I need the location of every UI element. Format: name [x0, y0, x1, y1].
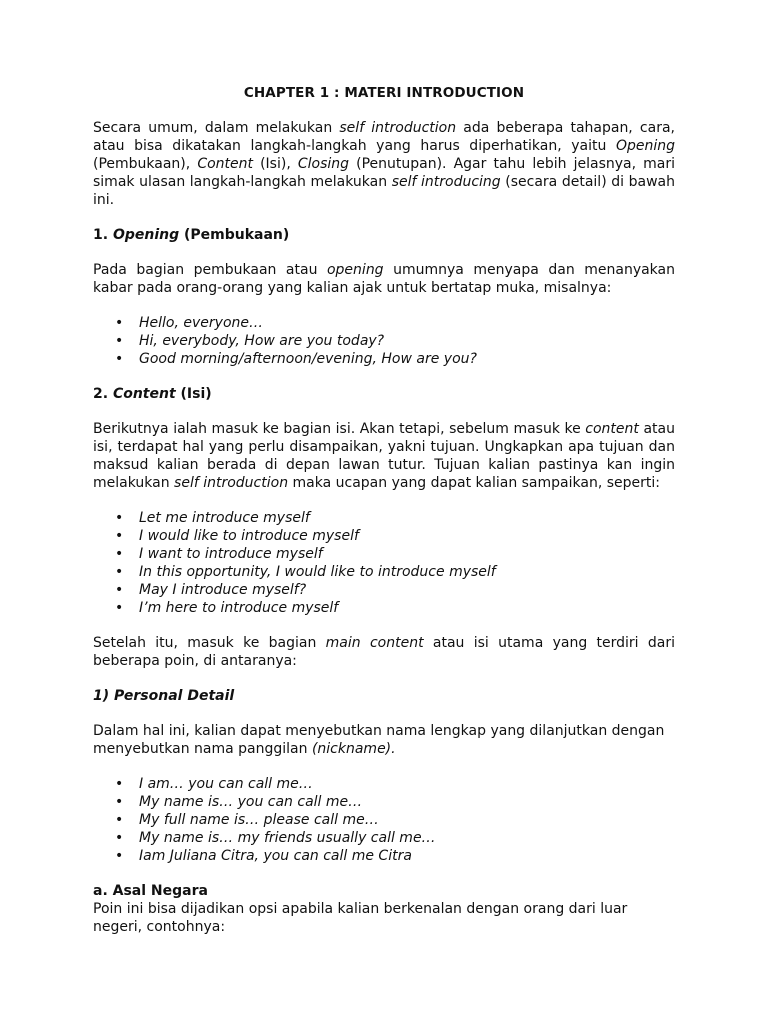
list-item: • My name is… my friends usually call me…	[93, 829, 675, 847]
content-paragraph: Berikutnya ialah masuk ke bagian isi. Akan tetapi, sebelum masuk ke content atau isi, terdapat hal yang perlu disampaikan, yakni tujuan. Ungkapkan apa tujuan dan maksud kalian berada di depan lawan tutur. Tujuan kalian pastinya kan ingin melakukan self introduction maka ucapan yang dapat kalian sampaikan, seperti:	[93, 421, 675, 491]
content-list	[93, 509, 675, 617]
subsection-heading-asal-negara: a. Asal Negara	[93, 883, 208, 899]
document-body	[93, 84, 675, 936]
main-content-paragraph: Setelah itu, masuk ke bagian main content atau isi utama yang terdiri dari beberapa poin, di antaranya:	[93, 635, 675, 669]
subsection-heading-personal-detail: 1) Personal Detail	[93, 688, 235, 704]
list-item: • Good morning/afternoon/evening, How are you?	[93, 350, 675, 368]
list-item: • I’m here to introduce myself	[93, 599, 675, 617]
chapter-title: CHAPTER 1 : MATERI INTRODUCTION	[243, 85, 525, 101]
asal-paragraph: Poin ini bisa dijadikan opsi apabila kalian berkenalan dengan orang dari luar negeri, contohnya:	[93, 901, 628, 935]
list-item: • I would like to introduce myself	[93, 527, 675, 545]
list-item: • My full name is… please call me…	[93, 811, 675, 829]
opening-list	[93, 314, 675, 368]
list-item: • Hello, everyone…	[93, 314, 675, 332]
personal-paragraph: Dalam hal ini, kalian dapat menyebutkan nama lengkap yang dilanjutkan dengan menyebutkan nama panggilan (nickname).	[93, 723, 665, 757]
list-item: • I want to introduce myself	[93, 545, 675, 563]
list-item: • Let me introduce myself	[93, 509, 675, 527]
opening-paragraph: Pada bagian pembukaan atau opening umumnya menyapa dan menanyakan kabar pada orang-orang yang kalian ajak untuk bertatap muka, misalnya:	[93, 262, 675, 296]
list-item: • My name is… you can call me…	[93, 793, 675, 811]
list-item: • I am… you can call me…	[93, 775, 675, 793]
section-heading-content: 2. Content (Isi)	[93, 386, 212, 402]
list-item: • May I introduce myself?	[93, 581, 675, 599]
intro-paragraph: Secara umum, dalam melakukan self introduction ada beberapa tahapan, cara, atau bisa dikatakan langkah-langkah yang harus diperhatikan, yaitu Opening (Pembukaan), Content (Isi), Closing (Penutupan). Agar tahu lebih jelasnya, mari simak ulasan langkah-langkah melakukan self introducing (secara detail) di bawah ini.	[93, 120, 675, 208]
personal-list	[93, 775, 675, 865]
list-item: • Iam Juliana Citra, you can call me Citra	[93, 847, 675, 865]
section-heading-opening: 1. Opening (Pembukaan)	[93, 227, 290, 243]
list-item: • Hi, everybody, How are you today?	[93, 332, 675, 350]
list-item: • In this opportunity, I would like to introduce myself	[93, 563, 675, 581]
